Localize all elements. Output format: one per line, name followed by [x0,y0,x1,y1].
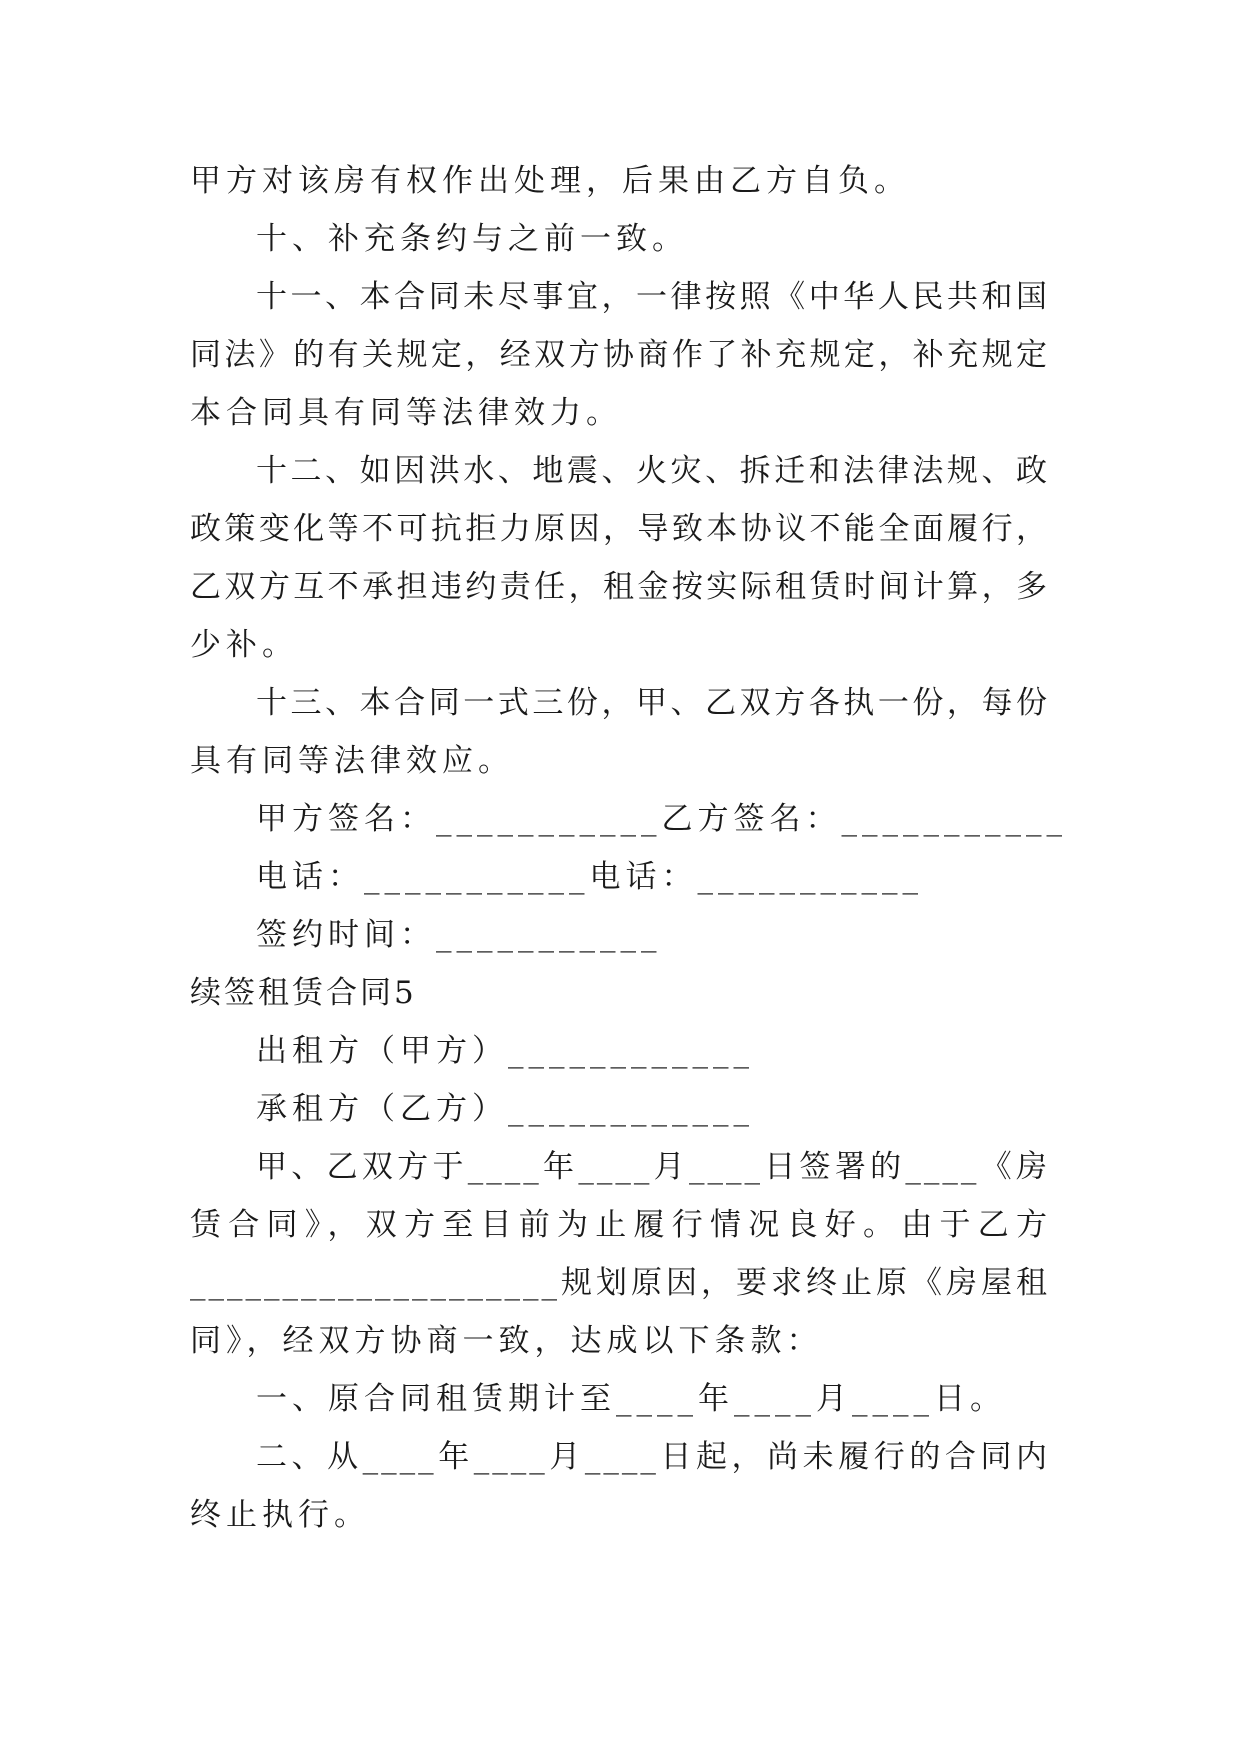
signature-line-party-a-b: 甲方签名：___________乙方签名：___________ [256,801,1067,837]
signing-date-line: 签约时间：___________ [256,917,662,953]
paragraph-line: 本合同具有同等法律效力。 [190,395,622,431]
paragraph-line: 政策变化等不可抗拒力原因，导致本协议不能全面履行， [190,511,1050,547]
paragraph-line: 少补。 [190,627,298,663]
paragraph-line: 十二、如因洪水、地震、火灾、拆迁和法律法规、政 [256,453,1050,489]
paragraph-line: 同法》的有关规定，经双方协商作了补充规定，补充规定 [190,337,1050,373]
paragraph-line: 同》，经双方协商一致，达成以下条款： [190,1323,823,1359]
phone-line: 电话：___________电话：___________ [256,859,923,895]
paragraph-line: 乙双方互不承担违约责任，租金按实际租赁时间计算，多 [190,569,1050,605]
paragraph-line: 十、补充条约与之前一致。 [256,221,688,257]
paragraph-line: 具有同等法律效应。 [190,743,514,779]
document-page [190,152,1067,1544]
paragraph-line: 终止执行。 [190,1497,370,1533]
paragraph-line: ____________________规划原因，要求终止原《房屋租 [190,1265,1050,1301]
paragraph-line: 一、原合同租赁期计至____年____月____日。 [256,1381,1006,1417]
lessee-line: 承租方（乙方）____________ [256,1091,754,1127]
paragraph-line: 十一、本合同未尽事宜，一律按照《中华人民共和国 [256,279,1050,315]
lessor-line: 出租方（甲方）____________ [256,1033,754,1069]
section-heading: 续签租赁合同5 [190,975,417,1011]
paragraph-line: 甲方对该房有权作出处理，后果由乙方自负。 [190,163,910,199]
paragraph-line: 二、从____年____月____日起，尚未履行的合同内 [256,1439,1050,1475]
paragraph-line: 甲、乙双方于____年____月____日签署的____《房 [256,1149,1050,1185]
paragraph-line: 赁合同》，双方至目前为止履行情况良好。由于乙方 [190,1207,1050,1243]
paragraph-line: 十三、本合同一式三份，甲、乙双方各执一份，每份 [256,685,1050,721]
